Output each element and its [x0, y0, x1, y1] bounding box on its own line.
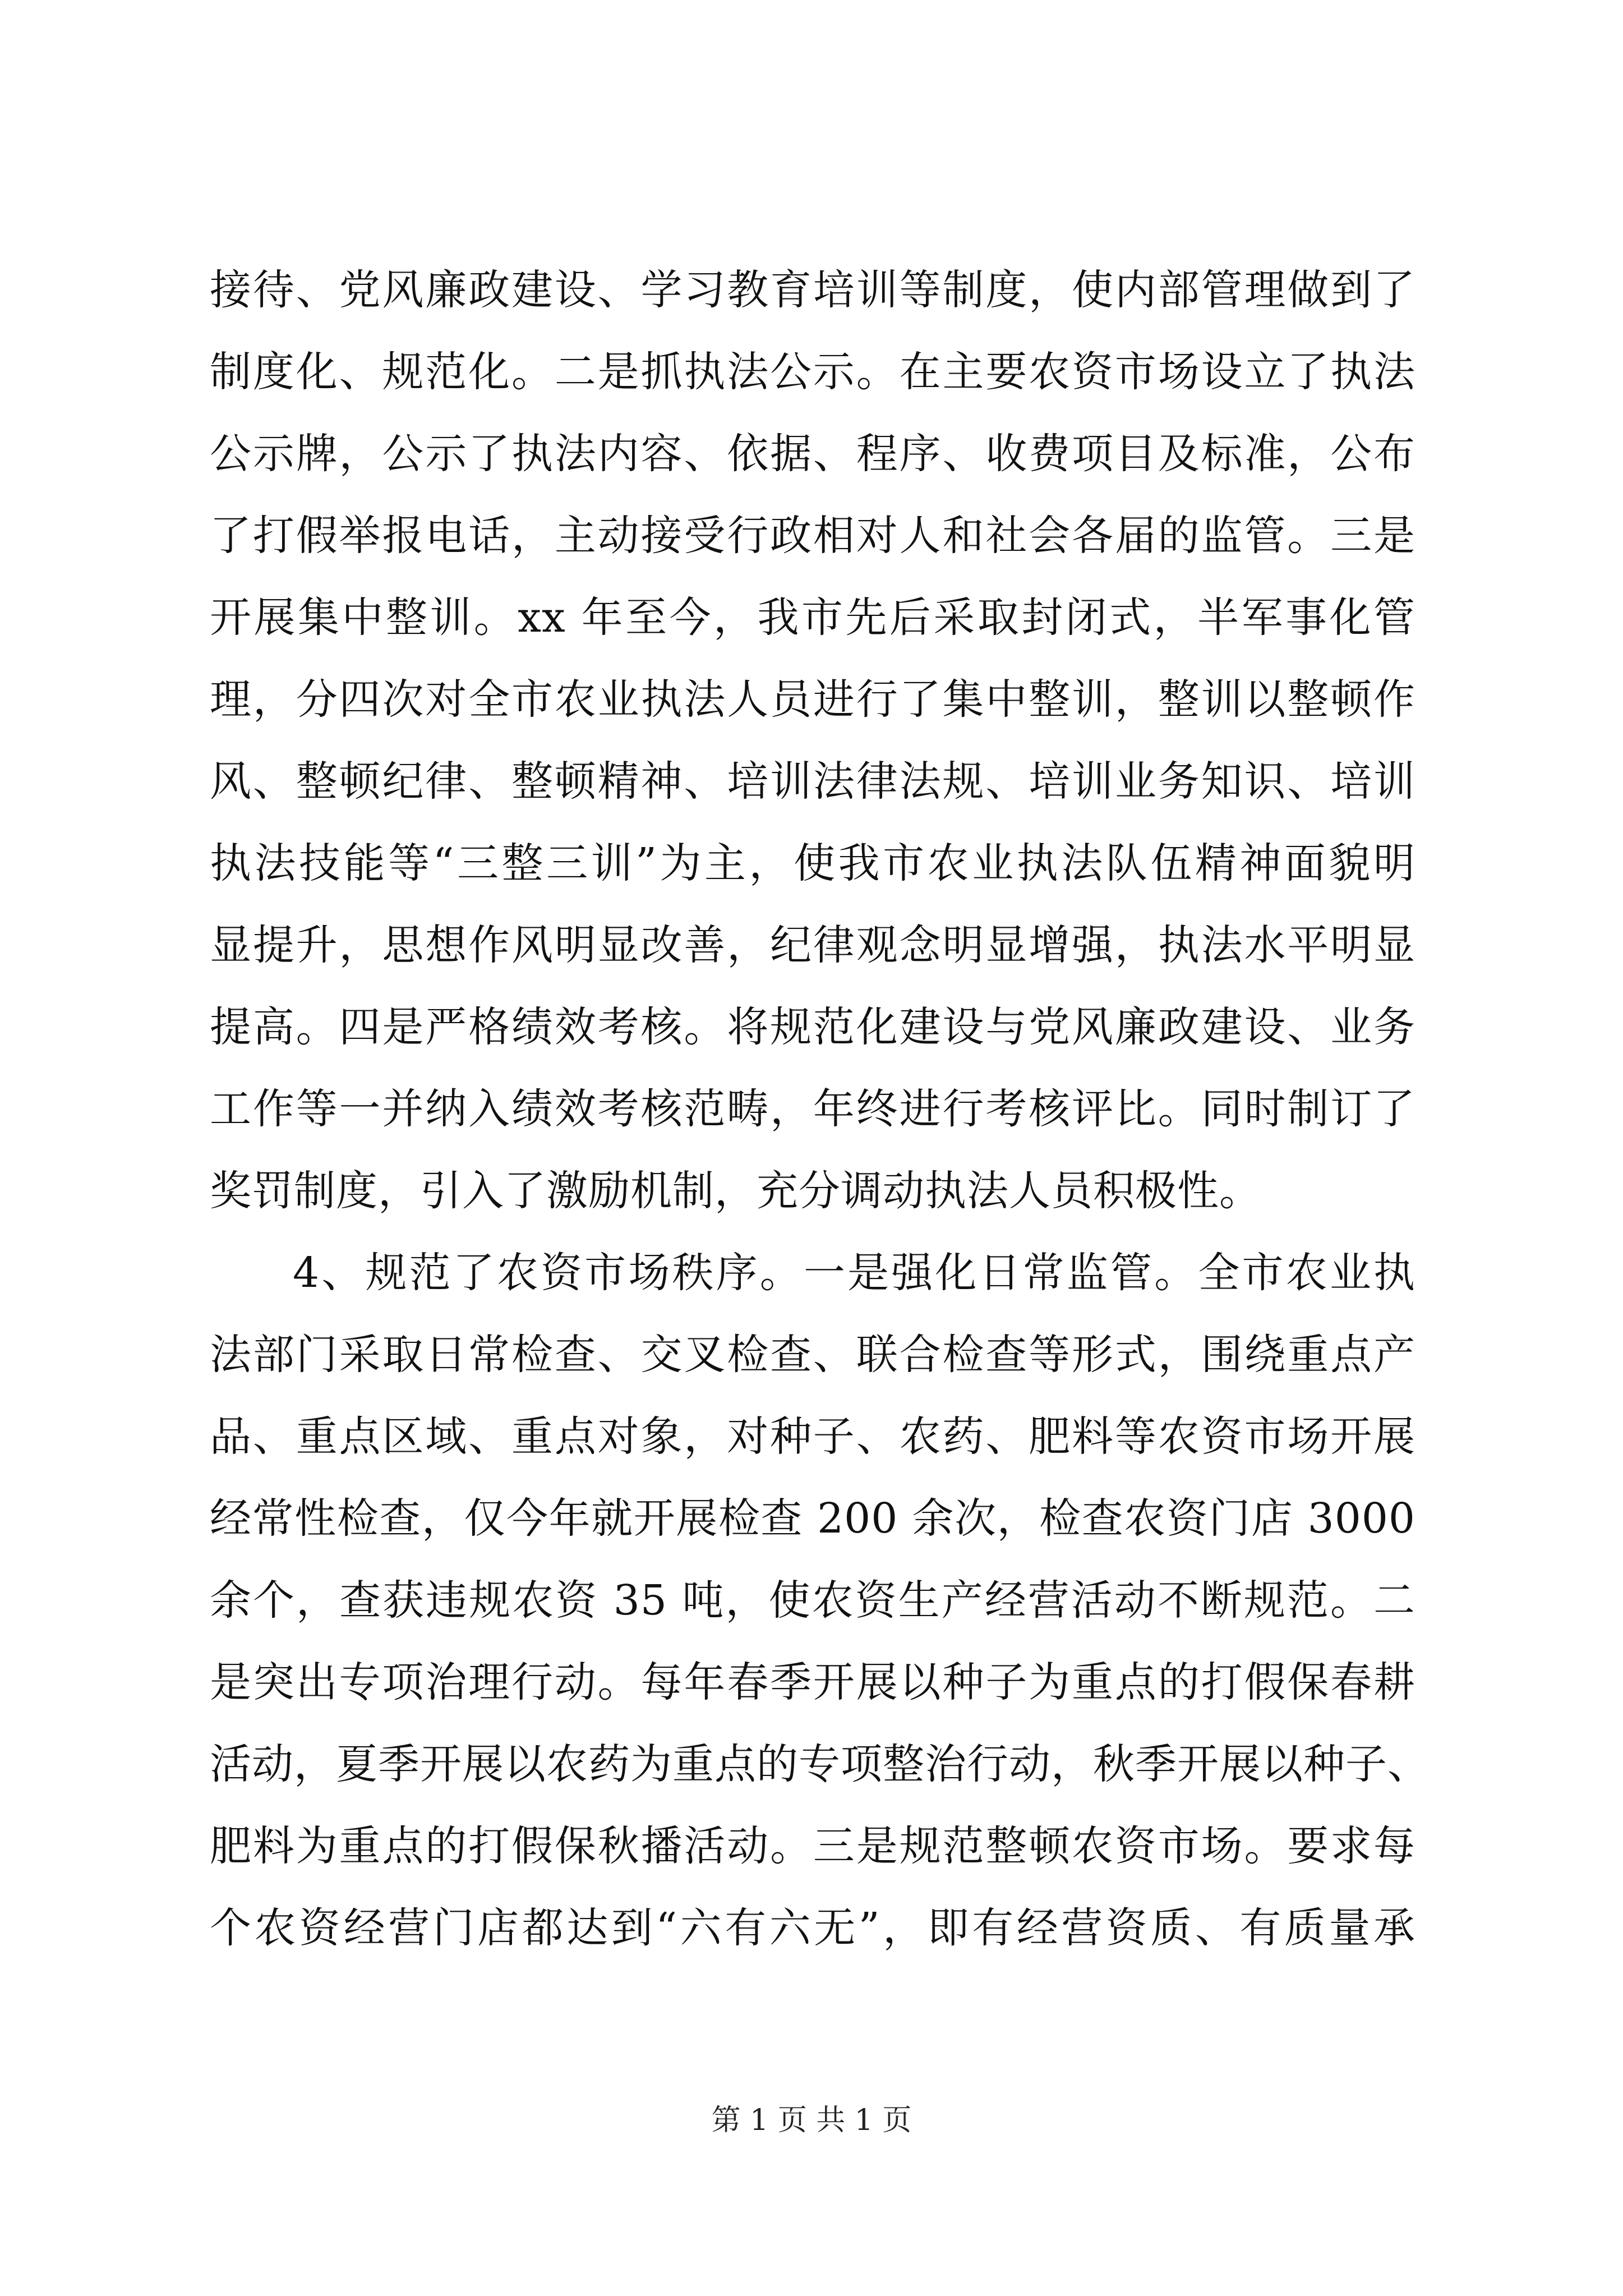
text-line: 肥料为重点的打假保秋播活动。三是规范整顿农资市场。要求每: [210, 1822, 1415, 1870]
text-line: 个农资经营门店都达到“六有六无”，即有经营资质、有质量承: [210, 1904, 1415, 1952]
text-line: 公示牌，公示了执法内容、依据、程序、收费项目及标准，公布: [210, 430, 1415, 478]
text-line: 经常性检查，仅今年就开展检查 200 余次，检查农资门店 3000: [210, 1494, 1415, 1543]
text-line: 执法技能等“三整三训”为主，使我市农业执法队伍精神面貌明: [210, 839, 1415, 887]
text-line: 奖罚制度，引入了激励机制，充分调动执法人员积极性。: [210, 1167, 1261, 1215]
text-line: 工作等一并纳入绩效考核范畴，年终进行考核评比。同时制订了: [210, 1085, 1415, 1133]
text-line: 是突出专项治理行动。每年春季开展以种子为重点的打假保春耕: [210, 1658, 1415, 1706]
text-line: 法部门采取日常检查、交叉检查、联合检查等形式，围绕重点产: [210, 1331, 1415, 1379]
text-line: 风、整顿纪律、整顿精神、培训法律法规、培训业务知识、培训: [210, 757, 1415, 806]
text-line: 制度化、规范化。二是抓执法公示。在主要农资市场设立了执法: [210, 348, 1415, 396]
text-line: 接待、党风廉政建设、学习教育培训等制度，使内部管理做到了: [210, 266, 1415, 314]
text-line: 品、重点区域、重点对象，对种子、农药、肥料等农资市场开展: [210, 1412, 1415, 1461]
page-number-label: 第 1 页 共 1 页: [711, 2104, 912, 2137]
paragraph-continued: [210, 262, 1415, 1245]
text-line: 活动，夏季开展以农药为重点的专项整治行动，秋季开展以种子、: [210, 1740, 1430, 1788]
text-line: 4、规范了农资市场秩序。一是强化日常监管。全市农业执: [293, 1249, 1415, 1297]
paragraph-4: [210, 1245, 1430, 1982]
text-line: 了打假举报电话，主动接受行政相对人和社会各届的监管。三是: [210, 512, 1415, 560]
text-line: 显提升，思想作风明显改善，纪律观念明显增强，执法水平明显: [210, 921, 1415, 969]
text-line: 开展集中整训。xx 年至今，我市先后采取封闭式，半军事化管: [210, 593, 1415, 642]
document-body: [210, 262, 1430, 1982]
text-line: 理，分四次对全市农业执法人员进行了集中整训，整训以整顿作: [210, 675, 1415, 724]
text-line: 余个，查获违规农资 35 吨，使农资生产经营活动不断规范。二: [210, 1576, 1415, 1625]
page-footer: [0, 2102, 1623, 2138]
text-line: 提高。四是严格绩效考核。将规范化建设与党风廉政建设、业务: [210, 1003, 1415, 1051]
